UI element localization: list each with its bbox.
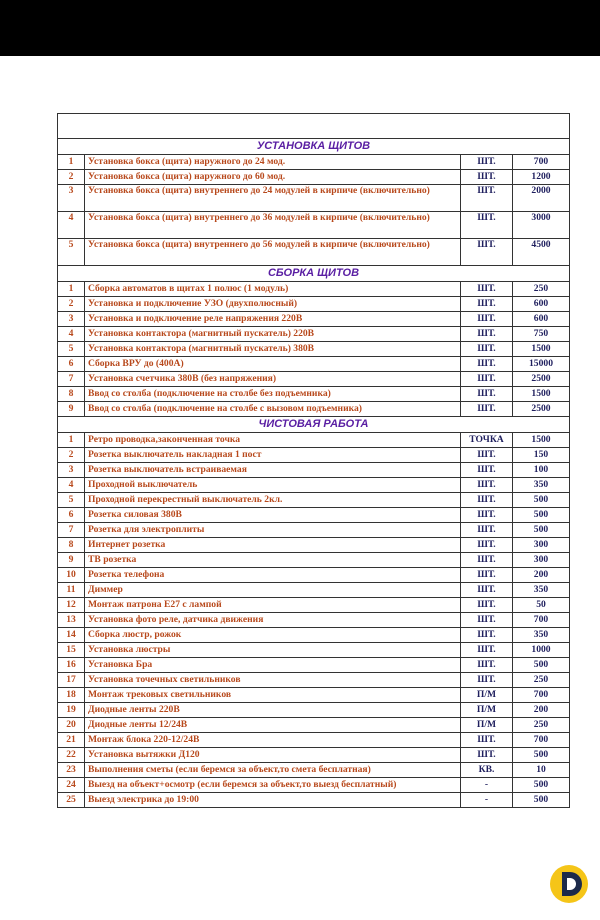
unit-cell: ШТ. bbox=[461, 523, 513, 538]
price-value: 15000 bbox=[513, 357, 570, 372]
unit-cell: ШТ. bbox=[461, 155, 513, 170]
row-number: 7 bbox=[58, 523, 85, 538]
row-number: 3 bbox=[58, 312, 85, 327]
service-name: Интернет розетка bbox=[85, 538, 461, 553]
unit-cell: ШТ. bbox=[461, 553, 513, 568]
price-value: 50 bbox=[513, 598, 570, 613]
service-name: Установка бокса (щита) наружного до 24 мод. bbox=[85, 155, 461, 170]
document-page bbox=[0, 56, 600, 920]
price-value: 500 bbox=[513, 523, 570, 538]
price-value: 250 bbox=[513, 673, 570, 688]
unit-cell: - bbox=[461, 778, 513, 793]
blank-header-row bbox=[58, 114, 570, 139]
price-value: 700 bbox=[513, 155, 570, 170]
table-row bbox=[58, 282, 570, 297]
unit-cell: ШТ. bbox=[461, 463, 513, 478]
row-number: 19 bbox=[58, 703, 85, 718]
row-number: 5 bbox=[58, 239, 85, 266]
price-value: 1500 bbox=[513, 433, 570, 448]
price-value: 2500 bbox=[513, 402, 570, 417]
unit-cell: ШТ. bbox=[461, 297, 513, 312]
table-row bbox=[58, 402, 570, 417]
row-number: 22 bbox=[58, 748, 85, 763]
table-row bbox=[58, 583, 570, 598]
price-value: 2000 bbox=[513, 185, 570, 212]
service-name: Установка и подключение УЗО (двухполюсный) bbox=[85, 297, 461, 312]
unit-cell: ШТ. bbox=[461, 282, 513, 297]
service-name: Установка счетчика 380В (без напряжения) bbox=[85, 372, 461, 387]
unit-cell: ШТ. bbox=[461, 170, 513, 185]
unit-cell: ШТ. bbox=[461, 357, 513, 372]
row-number: 4 bbox=[58, 478, 85, 493]
service-name: Установка и подключение реле напряжения 220В bbox=[85, 312, 461, 327]
unit-cell: ШТ. bbox=[461, 568, 513, 583]
row-number: 2 bbox=[58, 297, 85, 312]
service-name: Розетка для электроплиты bbox=[85, 523, 461, 538]
service-name: Розетка силовая 380В bbox=[85, 508, 461, 523]
service-name: ТВ розетка bbox=[85, 553, 461, 568]
row-number: 9 bbox=[58, 402, 85, 417]
row-number: 11 bbox=[58, 583, 85, 598]
table-row bbox=[58, 733, 570, 748]
service-name: Монтаж блока 220-12/24В bbox=[85, 733, 461, 748]
service-name: Установка точечных светильников bbox=[85, 673, 461, 688]
price-value: 500 bbox=[513, 508, 570, 523]
row-number: 17 bbox=[58, 673, 85, 688]
price-value: 500 bbox=[513, 793, 570, 808]
service-name: Установка бокса (щита) внутреннего до 24 модулей в кирпиче (включительно) bbox=[85, 185, 461, 212]
unit-cell: ШТ. bbox=[461, 493, 513, 508]
price-value: 350 bbox=[513, 478, 570, 493]
row-number: 4 bbox=[58, 212, 85, 239]
unit-cell: КВ. bbox=[461, 763, 513, 778]
service-name: Выезд электрика до 19:00 bbox=[85, 793, 461, 808]
unit-cell: ШТ. bbox=[461, 212, 513, 239]
row-number: 12 bbox=[58, 598, 85, 613]
price-value: 600 bbox=[513, 312, 570, 327]
table-row bbox=[58, 568, 570, 583]
service-name: Установка Бра bbox=[85, 658, 461, 673]
service-name: Ввод со столба (подключение на столбе с вызовом подъемника) bbox=[85, 402, 461, 417]
row-number: 2 bbox=[58, 448, 85, 463]
table-row bbox=[58, 155, 570, 170]
service-name: Установка бокса (щита) внутреннего до 56 модулей в кирпиче (включительно) bbox=[85, 239, 461, 266]
table-row bbox=[58, 553, 570, 568]
table-row bbox=[58, 643, 570, 658]
section-heading-row bbox=[58, 417, 570, 433]
unit-cell: ШТ. bbox=[461, 372, 513, 387]
table-row bbox=[58, 387, 570, 402]
unit-cell: ШТ. bbox=[461, 478, 513, 493]
unit-cell: ШТ. bbox=[461, 387, 513, 402]
service-name: Установка люстры bbox=[85, 643, 461, 658]
table-row bbox=[58, 778, 570, 793]
service-name: Установка контактора (магнитный пускатель) 220В bbox=[85, 327, 461, 342]
row-number: 3 bbox=[58, 463, 85, 478]
unit-cell: - bbox=[461, 793, 513, 808]
table-row bbox=[58, 508, 570, 523]
service-name: Диодные ленты 12/24В bbox=[85, 718, 461, 733]
service-name: Выполнения сметы (если беремся за объект,то смета бесплатная) bbox=[85, 763, 461, 778]
table-row bbox=[58, 748, 570, 763]
row-number: 9 bbox=[58, 553, 85, 568]
table-row bbox=[58, 372, 570, 387]
service-name: Монтаж трековых светильников bbox=[85, 688, 461, 703]
table-row bbox=[58, 448, 570, 463]
table-row bbox=[58, 538, 570, 553]
price-value: 1500 bbox=[513, 387, 570, 402]
price-table bbox=[57, 113, 570, 808]
table-row bbox=[58, 312, 570, 327]
price-value: 200 bbox=[513, 568, 570, 583]
table-row bbox=[58, 763, 570, 778]
service-name: Ввод со столба (подключение на столбе без подъемника) bbox=[85, 387, 461, 402]
price-value: 700 bbox=[513, 613, 570, 628]
unit-cell: ШТ. bbox=[461, 239, 513, 266]
row-number: 25 bbox=[58, 793, 85, 808]
unit-cell: П/М bbox=[461, 688, 513, 703]
row-number: 15 bbox=[58, 643, 85, 658]
service-name: Диммер bbox=[85, 583, 461, 598]
row-number: 6 bbox=[58, 508, 85, 523]
table-row bbox=[58, 493, 570, 508]
unit-cell: ШТ. bbox=[461, 538, 513, 553]
price-value: 1200 bbox=[513, 170, 570, 185]
service-name: Ретро проводка,законченная точка bbox=[85, 433, 461, 448]
price-value: 700 bbox=[513, 733, 570, 748]
table-row bbox=[58, 793, 570, 808]
unit-cell: ШТ. bbox=[461, 628, 513, 643]
service-name: Сборка ВРУ до (400А) bbox=[85, 357, 461, 372]
row-number: 18 bbox=[58, 688, 85, 703]
price-value: 250 bbox=[513, 282, 570, 297]
row-number: 2 bbox=[58, 170, 85, 185]
row-number: 1 bbox=[58, 155, 85, 170]
price-value: 2500 bbox=[513, 372, 570, 387]
service-name: Установка фото реле, датчика движения bbox=[85, 613, 461, 628]
unit-cell: ТОЧКА bbox=[461, 433, 513, 448]
service-name: Розетка выключатель накладная 1 пост bbox=[85, 448, 461, 463]
row-number: 8 bbox=[58, 538, 85, 553]
row-number: 1 bbox=[58, 282, 85, 297]
service-name: Проходной выключатель bbox=[85, 478, 461, 493]
section-heading-row bbox=[58, 139, 570, 155]
row-number: 4 bbox=[58, 327, 85, 342]
service-name: Установка бокса (щита) внутреннего до 36 модулей в кирпиче (включительно) bbox=[85, 212, 461, 239]
table-row bbox=[58, 239, 570, 266]
price-value: 500 bbox=[513, 778, 570, 793]
unit-cell: ШТ. bbox=[461, 185, 513, 212]
unit-cell: ШТ. bbox=[461, 733, 513, 748]
unit-cell: ШТ. bbox=[461, 448, 513, 463]
unit-cell: ШТ. bbox=[461, 613, 513, 628]
price-value: 200 bbox=[513, 703, 570, 718]
price-value: 600 bbox=[513, 297, 570, 312]
unit-cell: ШТ. bbox=[461, 643, 513, 658]
unit-cell: ШТ. bbox=[461, 342, 513, 357]
row-number: 24 bbox=[58, 778, 85, 793]
unit-cell: ШТ. bbox=[461, 312, 513, 327]
table-row bbox=[58, 463, 570, 478]
service-name: Проходной перекрестный выключатель 2кл. bbox=[85, 493, 461, 508]
service-name: Диодные ленты 220В bbox=[85, 703, 461, 718]
service-name: Установка вытяжки Д120 bbox=[85, 748, 461, 763]
unit-cell: ШТ. bbox=[461, 598, 513, 613]
table-row bbox=[58, 718, 570, 733]
price-value: 300 bbox=[513, 553, 570, 568]
table-row bbox=[58, 185, 570, 212]
table-row bbox=[58, 327, 570, 342]
unit-cell: ШТ. bbox=[461, 508, 513, 523]
row-number: 16 bbox=[58, 658, 85, 673]
price-value: 700 bbox=[513, 688, 570, 703]
unit-cell: ШТ. bbox=[461, 327, 513, 342]
row-number: 10 bbox=[58, 568, 85, 583]
row-number: 13 bbox=[58, 613, 85, 628]
table-row bbox=[58, 613, 570, 628]
table-row bbox=[58, 703, 570, 718]
table-row bbox=[58, 628, 570, 643]
service-name: Розетка телефона bbox=[85, 568, 461, 583]
table-row bbox=[58, 673, 570, 688]
price-value: 10 bbox=[513, 763, 570, 778]
price-value: 500 bbox=[513, 748, 570, 763]
table-row bbox=[58, 478, 570, 493]
row-number: 3 bbox=[58, 185, 85, 212]
unit-cell: ШТ. bbox=[461, 748, 513, 763]
row-number: 1 bbox=[58, 433, 85, 448]
unit-cell: П/М bbox=[461, 718, 513, 733]
price-value: 150 bbox=[513, 448, 570, 463]
service-name: Выезд на объект+осмотр (если беремся за объект,то выезд бесплатный) bbox=[85, 778, 461, 793]
unit-cell: ШТ. bbox=[461, 583, 513, 598]
service-name: Монтаж патрона Е27 с лампой bbox=[85, 598, 461, 613]
price-value: 1500 bbox=[513, 342, 570, 357]
row-number: 6 bbox=[58, 357, 85, 372]
section-heading-row bbox=[58, 266, 570, 282]
service-name: Розетка выключатель встраиваемая bbox=[85, 463, 461, 478]
price-value: 4500 bbox=[513, 239, 570, 266]
unit-cell: ШТ. bbox=[461, 402, 513, 417]
row-number: 20 bbox=[58, 718, 85, 733]
unit-cell: ШТ. bbox=[461, 658, 513, 673]
row-number: 14 bbox=[58, 628, 85, 643]
table-row bbox=[58, 212, 570, 239]
price-value: 500 bbox=[513, 493, 570, 508]
service-name: Сборка люстр, рожок bbox=[85, 628, 461, 643]
unit-cell: ШТ. bbox=[461, 673, 513, 688]
row-number: 8 bbox=[58, 387, 85, 402]
service-name: Установка контактора (магнитный пускатель) 380В bbox=[85, 342, 461, 357]
row-number: 7 bbox=[58, 372, 85, 387]
row-number: 5 bbox=[58, 493, 85, 508]
price-value: 250 bbox=[513, 718, 570, 733]
table-row bbox=[58, 523, 570, 538]
service-name: Установка бокса (щита) наружного до 60 мод. bbox=[85, 170, 461, 185]
row-number: 23 bbox=[58, 763, 85, 778]
brand-logo-icon bbox=[548, 863, 590, 905]
table-row bbox=[58, 433, 570, 448]
price-table-body bbox=[58, 114, 570, 808]
table-row bbox=[58, 688, 570, 703]
price-value: 750 bbox=[513, 327, 570, 342]
price-value: 100 bbox=[513, 463, 570, 478]
price-value: 300 bbox=[513, 538, 570, 553]
price-value: 1000 bbox=[513, 643, 570, 658]
price-value: 350 bbox=[513, 583, 570, 598]
table-row bbox=[58, 342, 570, 357]
table-row bbox=[58, 357, 570, 372]
price-value: 500 bbox=[513, 658, 570, 673]
unit-cell: П/М bbox=[461, 703, 513, 718]
price-value: 3000 bbox=[513, 212, 570, 239]
table-row bbox=[58, 658, 570, 673]
table-row bbox=[58, 598, 570, 613]
table-row bbox=[58, 170, 570, 185]
section-title: УСТАНОВКА ЩИТОВ bbox=[58, 139, 570, 155]
price-value: 350 bbox=[513, 628, 570, 643]
row-number: 5 bbox=[58, 342, 85, 357]
row-number: 21 bbox=[58, 733, 85, 748]
table-row bbox=[58, 297, 570, 312]
section-title: СБОРКА ЩИТОВ bbox=[58, 266, 570, 282]
service-name: Сборка автоматов в щитах 1 полюс (1 модуль) bbox=[85, 282, 461, 297]
section-title: ЧИСТОВАЯ РАБОТА bbox=[58, 417, 570, 433]
